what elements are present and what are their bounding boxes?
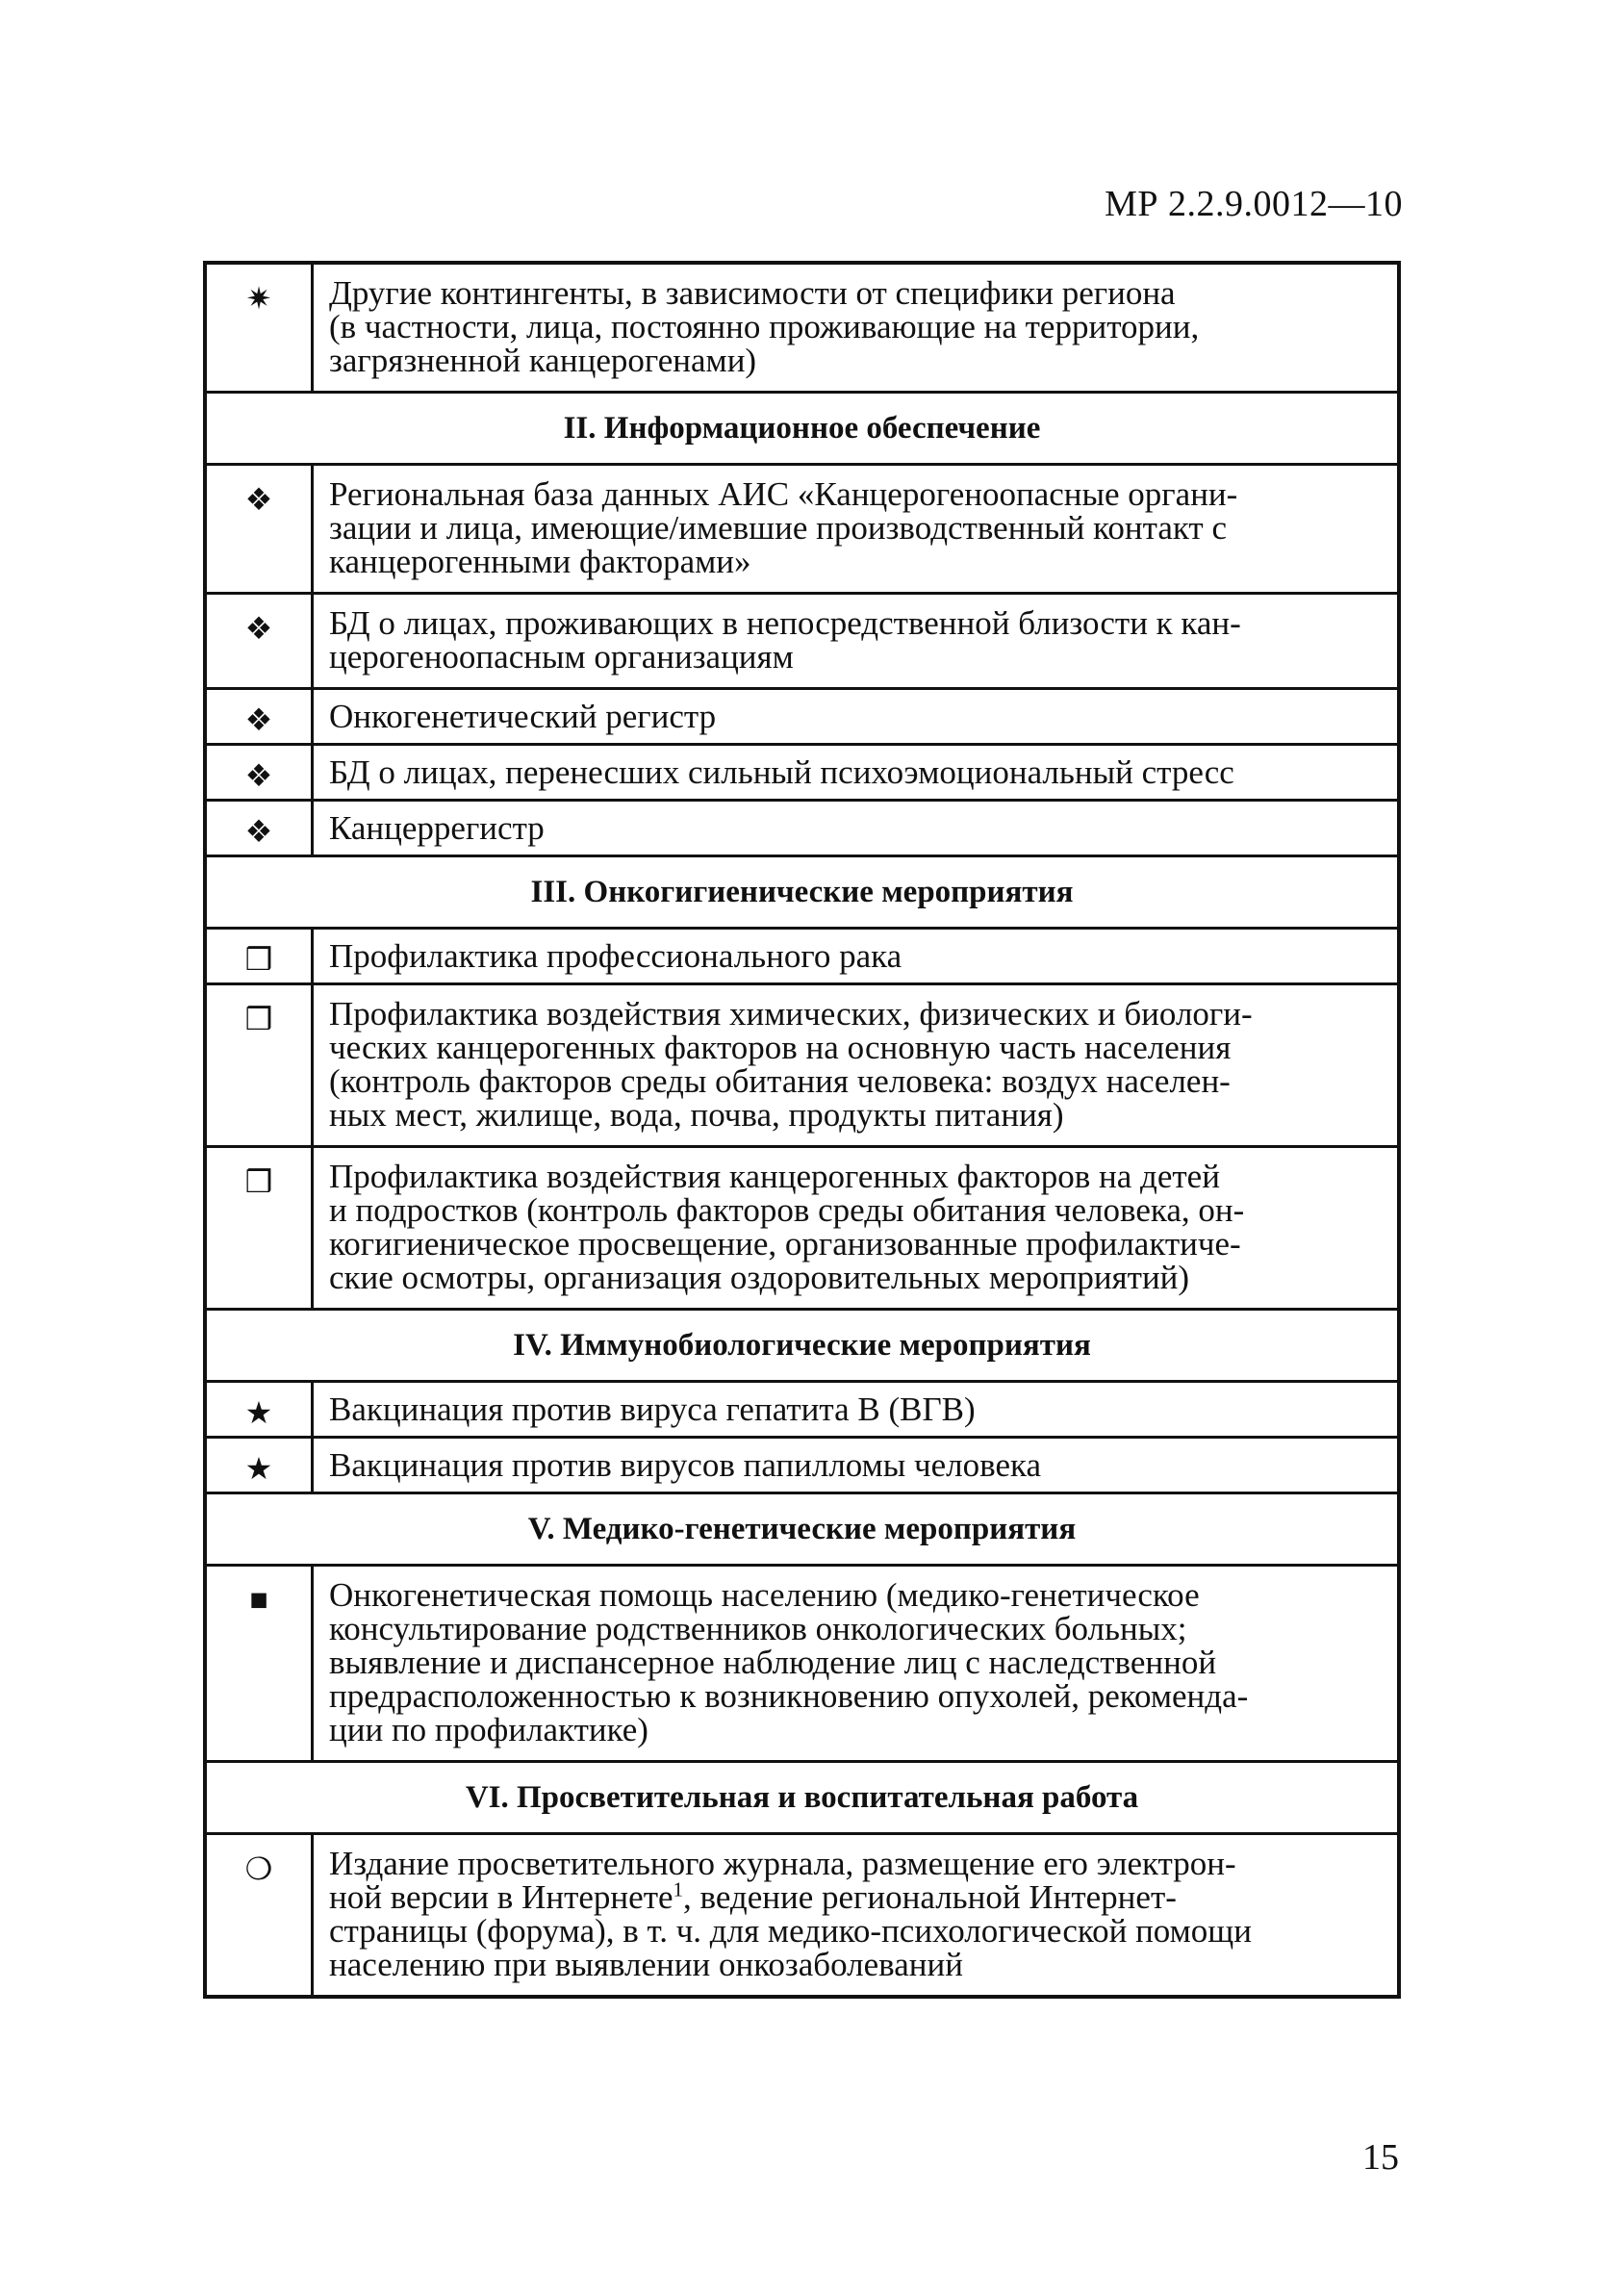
row-text: Региональная база данных АИС «Канцерогеноопасные органи- зации и лица, имеющие/имевшие производственный контакт с канцерогенными факторами» [313, 465, 1400, 594]
table-row [205, 984, 1399, 1147]
row-text: Издание просветительного журнала, размещение его электрон- ной версии в Интернете$^1$, ведение региональной Интернет- страницы (форума), в т. ч. для медико-психологической помощи населению при выявлении онкозаболеваний [313, 1834, 1400, 1998]
measures-table [203, 261, 1401, 1999]
table-row [205, 594, 1399, 689]
square-outline-bullet-icon: ❒ [205, 929, 313, 984]
table-row [205, 1382, 1399, 1438]
table-row [205, 689, 1399, 745]
row-text: Вакцинация против вирусов папилломы человека [313, 1438, 1400, 1493]
diamond-bullet-icon: ❖ [205, 594, 313, 689]
table-row [205, 465, 1399, 594]
line-with-footnote: ной версии в Интернете$^1$, ведение региональной Интернет- [329, 1877, 1177, 1916]
diamond-bullet-icon: ❖ [205, 465, 313, 594]
asterisk-bullet-icon: ✷ [205, 263, 313, 393]
row-text: Канцеррегистр [313, 801, 1400, 856]
row-text: Профилактика профессионального рака [313, 929, 1400, 984]
filled-square-bullet-icon: ■ [205, 1566, 313, 1762]
section-header: III. Онкогигиенические мероприятия [205, 856, 1399, 929]
table-row [205, 929, 1399, 984]
table-row [205, 745, 1399, 801]
circle-outline-bullet-icon: ❍ [205, 1834, 313, 1998]
star-bullet-icon: ★ [205, 1382, 313, 1438]
diamond-bullet-icon: ❖ [205, 689, 313, 745]
row-text: Онкогенетическая помощь населению (медико-генетическое консультирование родственников онкологических больных; выявление и диспансерное наблюдение лиц с наследственной предрасположенностью к возникновению опухолей, рекоменда- ции по профилактике) [313, 1566, 1400, 1762]
section-header: II. Информационное обеспечение [205, 393, 1399, 465]
row-text: Другие контингенты, в зависимости от специфики региона (в частности, лица, постоянно проживающие на территории, загрязненной канцерогенами) [313, 263, 1400, 393]
page-number: 15 [1362, 2137, 1399, 2178]
document-number: МР 2.2.9.0012—10 [1105, 184, 1403, 224]
section-header: VI. Просветительная и воспитательная работа [205, 1762, 1399, 1834]
table-row [205, 1566, 1399, 1762]
star-bullet-icon: ★ [205, 1438, 313, 1493]
row-text: БД о лицах, перенесших сильный психоэмоциональный стресс [313, 745, 1400, 801]
footnote-marker: 1 [673, 1877, 684, 1901]
table-row [205, 801, 1399, 856]
section-header: V. Медико-генетические мероприятия [205, 1493, 1399, 1566]
table-row [205, 1438, 1399, 1493]
square-outline-bullet-icon: ❒ [205, 1147, 313, 1310]
table-row [205, 1147, 1399, 1310]
table-row [205, 263, 1399, 393]
row-text: Вакцинация против вируса гепатита В (ВГВ) [313, 1382, 1400, 1438]
row-text: Онкогенетический регистр [313, 689, 1400, 745]
row-text: Профилактика воздействия канцерогенных факторов на детей и подростков (контроль факторов среды обитания человека, он- когигиеническое просвещение, организованные профилактиче- ские осмотры, организация оздоровительных мероприятий) [313, 1147, 1400, 1310]
section-header: IV. Иммунобиологические мероприятия [205, 1310, 1399, 1382]
row-text: БД о лицах, проживающих в непосредственной близости к кан- церогеноопасным организациям [313, 594, 1400, 689]
diamond-bullet-icon: ❖ [205, 801, 313, 856]
diamond-bullet-icon: ❖ [205, 745, 313, 801]
square-outline-bullet-icon: ❒ [205, 984, 313, 1147]
table-row [205, 1834, 1399, 1998]
row-text: Профилактика воздействия химических, физических и биологи- ческих канцерогенных факторов на основную часть населения (контроль факторов среды обитания человека: воздух населен- ных мест, жилище, вода, почва, продукты питания) [313, 984, 1400, 1147]
